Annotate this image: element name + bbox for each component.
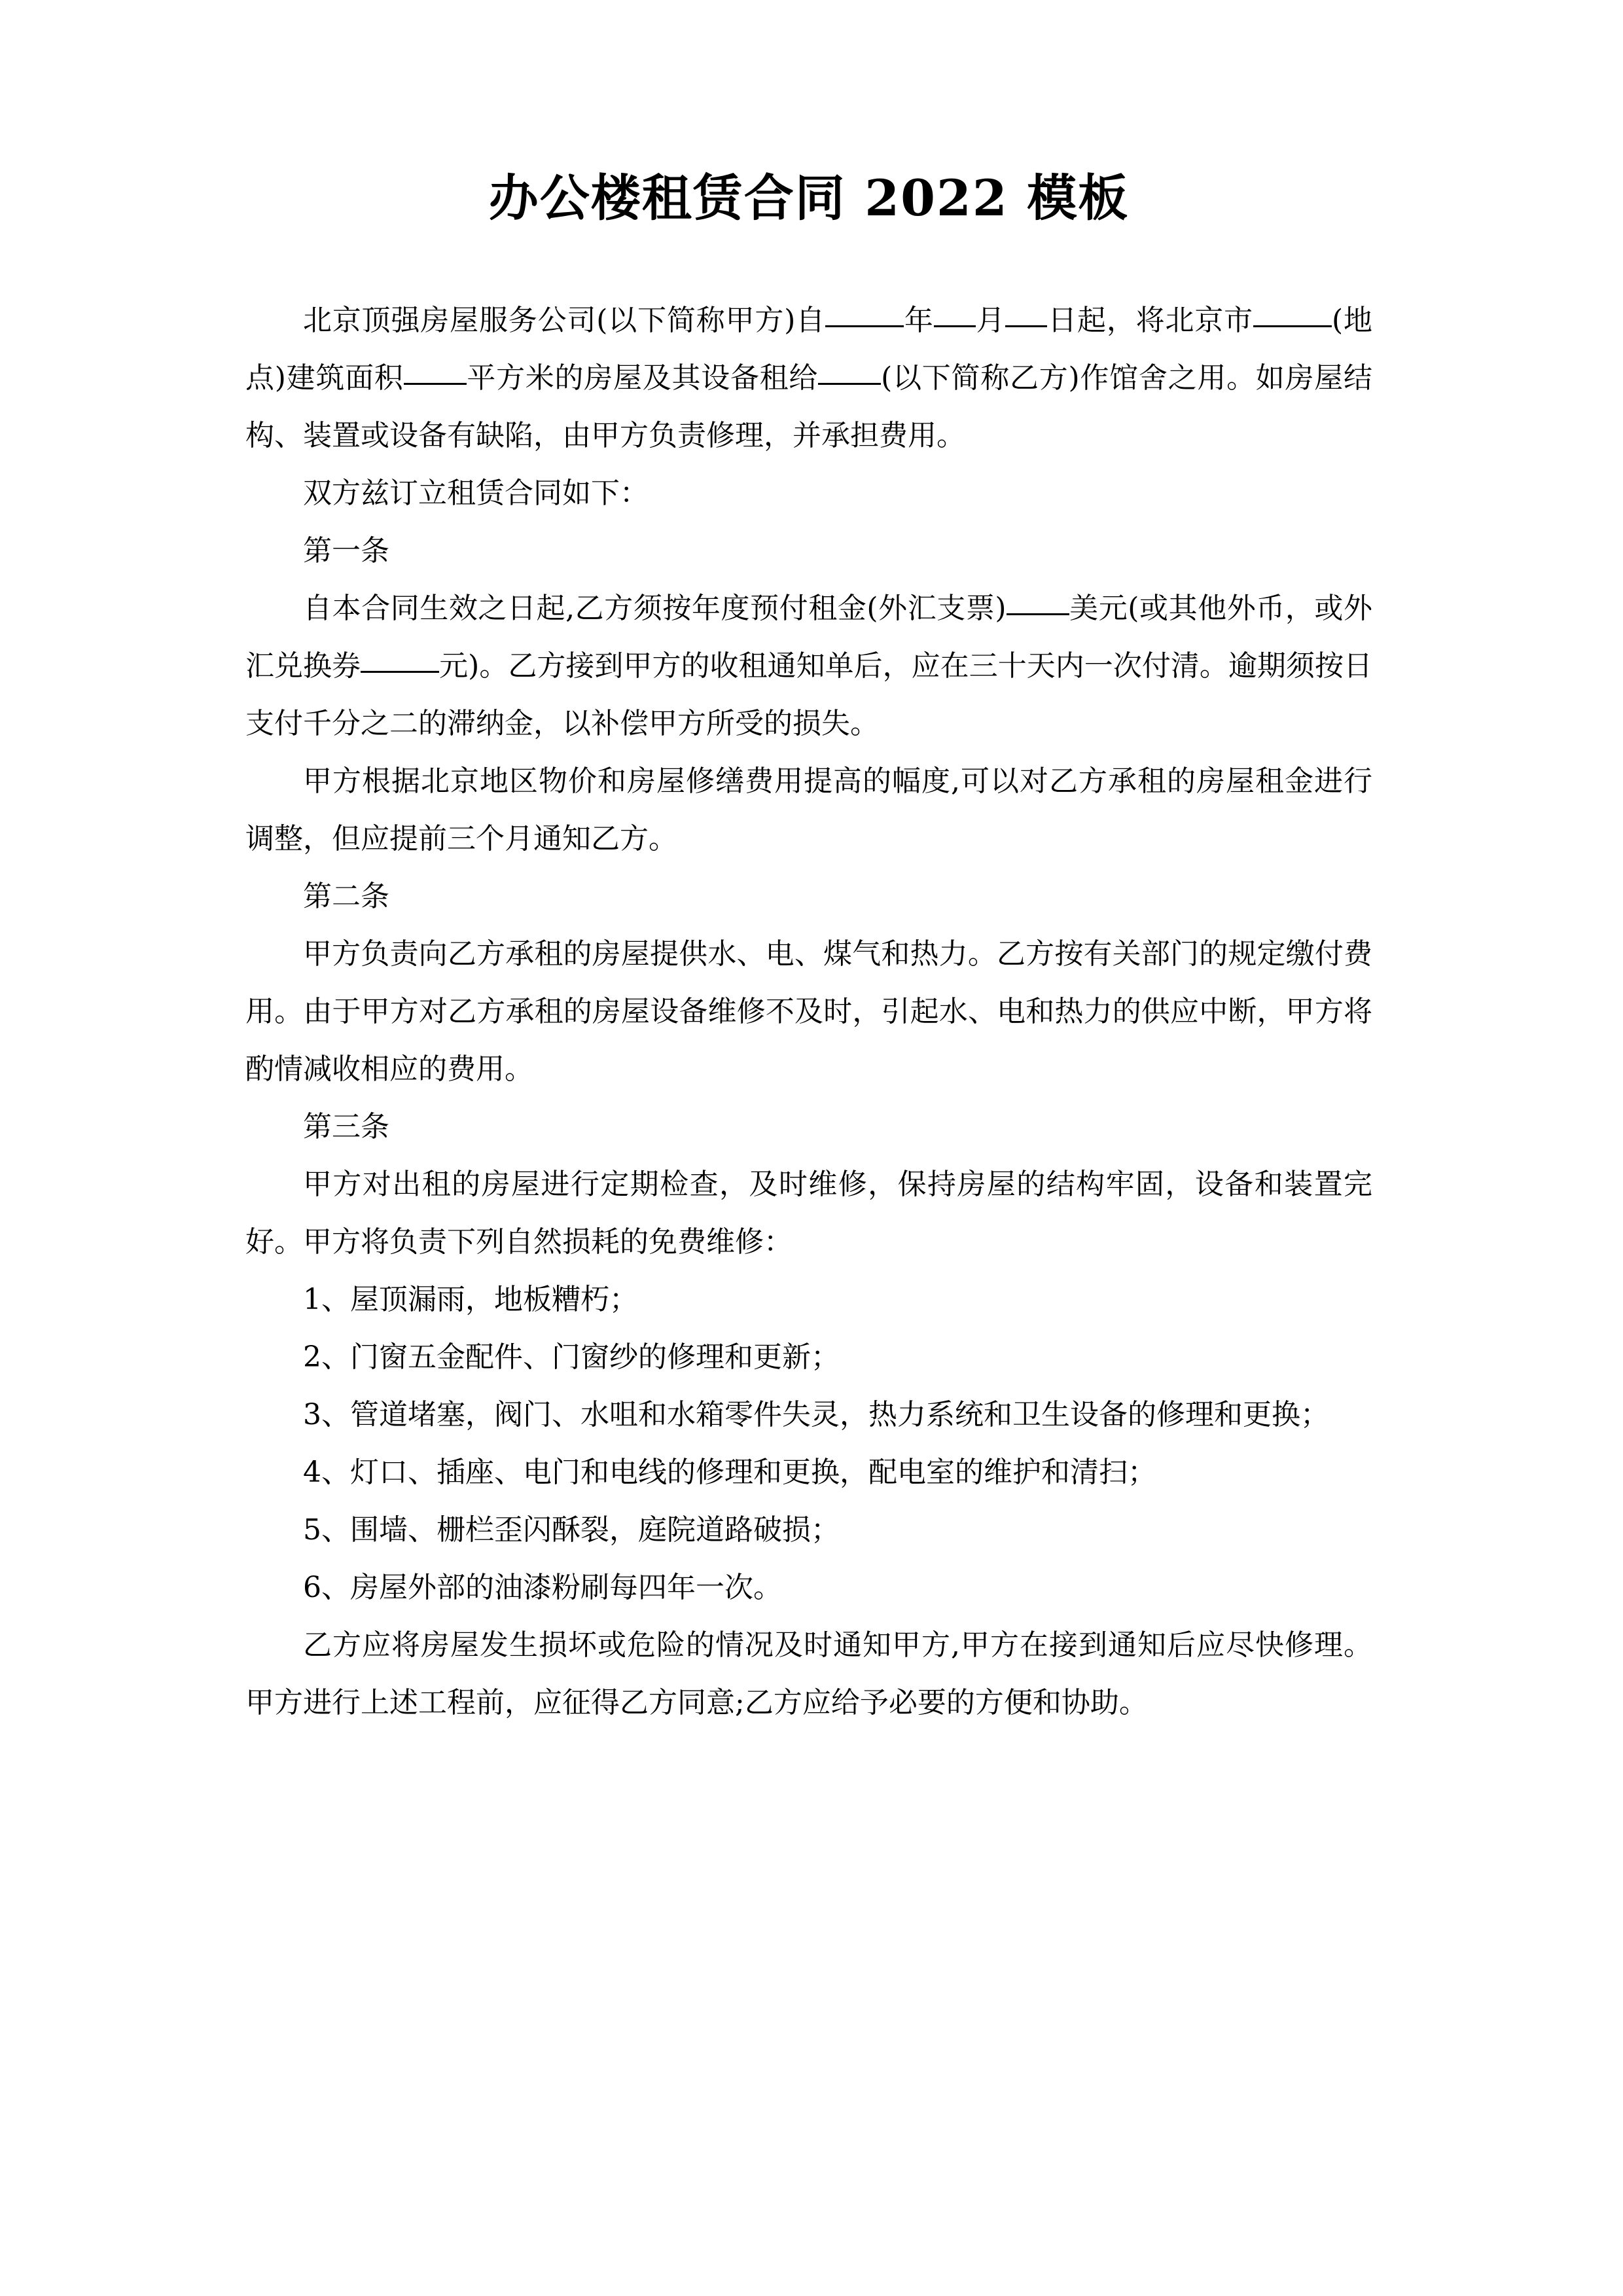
blank-year[interactable]	[825, 303, 904, 327]
article-1-text-c: 元)。乙方接到甲方的收租通知单后，应在三十天内一次付清。逾期须按日支付千分之二的滞纳金，以补偿甲方所受的损失。	[245, 649, 1372, 740]
blank-area[interactable]	[404, 361, 467, 385]
intro-text-c: 月	[975, 304, 1006, 337]
intro-text-f: 平方米的房屋及其设备租给	[466, 361, 819, 395]
blank-location[interactable]	[1253, 303, 1332, 327]
article-3-label: 第三条	[303, 1110, 389, 1143]
document-content	[245, 0, 1372, 1732]
blank-month[interactable]	[934, 303, 976, 327]
article-2-label: 第二条	[303, 880, 389, 913]
article-1-label: 第一条	[303, 534, 389, 567]
article-1-paragraph-1	[245, 580, 1372, 753]
blank-rent-usd[interactable]	[1007, 591, 1069, 615]
list-item: 4、灯口、插座、电门和电线的修理和更换，配电室的维护和清扫；	[303, 1456, 1156, 1489]
blank-lessee[interactable]	[818, 361, 881, 385]
article-1-text-a: 自本合同生效之日起,乙方须按年度预付租金(外汇支票)	[303, 592, 1007, 625]
list-item: 6、房屋外部的油漆粉刷每四年一次。	[303, 1571, 782, 1604]
article-1-text-b: 美元(或其他外币，或外汇兑换券	[245, 592, 1372, 683]
list-item: 5、围墙、栅栏歪闪酥裂，庭院道路破损；	[303, 1513, 840, 1547]
article-1-paragraph-2: 甲方根据北京地区物价和房屋修缮费用提高的幅度,可以对乙方承租的房屋租金进行调整，但应提前三个月通知乙方。	[245, 764, 1372, 855]
closing-paragraph: 乙方应将房屋发生损坏或危险的情况及时通知甲方,甲方在接到通知后应尽快修理。甲方进行上述工程前，应征得乙方同意;乙方应给予必要的方便和协助。	[245, 1628, 1372, 1719]
blank-rent-fec[interactable]	[361, 649, 439, 673]
intro-text-e: (地点)建筑面积	[245, 304, 1372, 395]
page-title: 办公楼租赁合同 2022 模板	[488, 169, 1130, 227]
intro-text-g: (以下简称乙方)作馆舍之用。如房屋结构、装置或设备有缺陷，由甲方负责修理，并承担费用。	[245, 361, 1373, 452]
list-item: 2、门窗五金配件、门窗纱的修理和更新；	[303, 1340, 840, 1374]
blank-day[interactable]	[1005, 303, 1047, 327]
article-2-paragraph: 甲方负责向乙方承租的房屋提供水、电、煤气和热力。乙方按有关部门的规定缴付费用。由于甲方对乙方承租的房屋设备维修不及时，引起水、电和热力的供应中断，甲方将酌情减收相应的费用。	[245, 937, 1372, 1086]
article-3-paragraph: 甲方对出租的房屋进行定期检查，及时维修，保持房屋的结构牢固，设备和装置完好。甲方将负责下列自然损耗的免费维修：	[245, 1168, 1372, 1259]
list-item: 1、屋顶漏雨，地板糟朽；	[303, 1283, 638, 1316]
agreement-line: 双方兹订立租赁合同如下：	[303, 476, 649, 510]
document-body	[245, 292, 1372, 1732]
intro-text-a: 北京顶强房屋服务公司(以下简称甲方)自	[303, 304, 826, 337]
intro-text-d: 日起，将北京市	[1047, 304, 1253, 337]
intro-paragraph	[245, 292, 1372, 465]
list-item: 3、管道堵塞，阀门、水咀和水箱零件失灵，热力系统和卫生设备的修理和更换；	[303, 1398, 1329, 1431]
maintenance-list	[245, 1271, 1372, 1617]
intro-text-b: 年	[904, 304, 934, 337]
